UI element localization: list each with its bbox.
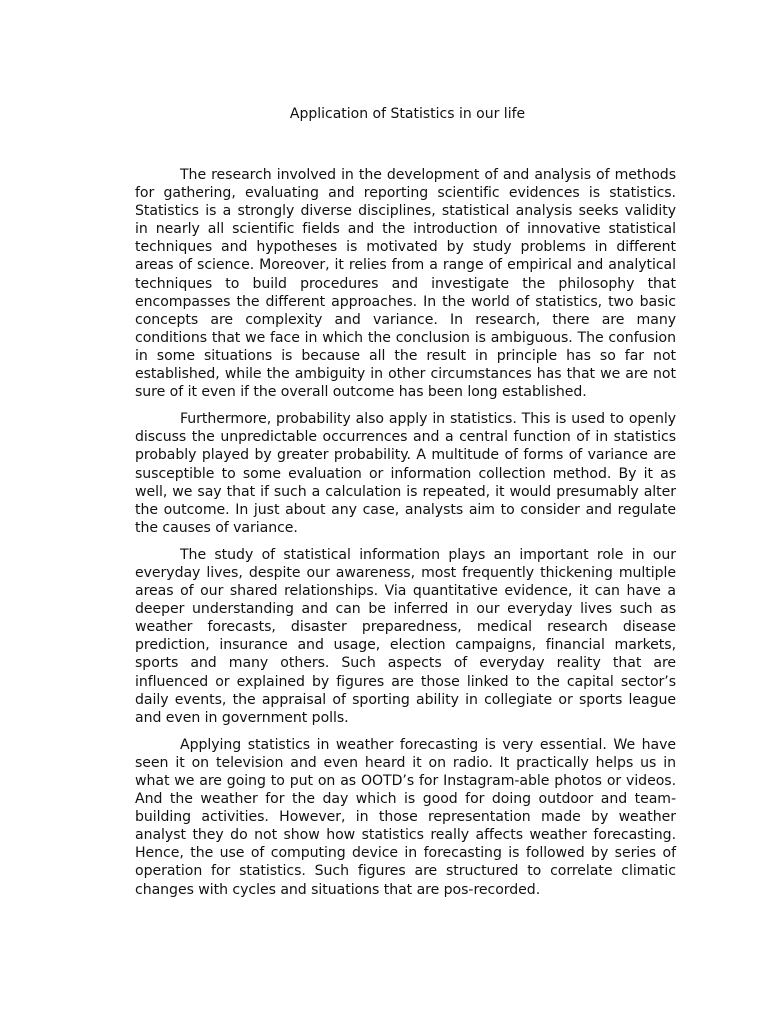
paragraph-probability: Furthermore, probability also apply in statistics. This is used to openly discuss the unpredictable occurrences and a central function of in statistics probably played by greater probability. A multitude of forms of variance are susceptible to some evaluation or information collection method. By it as well, we say that if such a calculation is repeated, it would presumably alter the outcome. In just about any case, analysts aim to consider and regulate the causes of variance. <box>135 411 676 536</box>
paragraph-everyday-lives: The study of statistical information plays an important role in our everyday lives, despite our awareness, most frequently thickening multiple areas of our shared relationships. Via quantitative evidence, it can have a deeper understanding and can be inferred in our everyday lives such as weather forecasts, disaster preparedness, medical research disease prediction, insurance and usage, election campaigns, financial markets, sports and many others. Such aspects of everyday reality that are influenced or explained by figures are those linked to the capital sector’s daily events, the appraisal of sporting ability in collegiate or sports league and even in government polls. <box>135 546 676 726</box>
paragraph-intro: The research involved in the development of and analysis of methods for gathering, evaluating and reporting scientific evidences is statistics. Statistics is a strongly diverse disciplines, statistical analysis seeks validity in nearly all scientific fields and the introduction of innovative statistical techniques and hypotheses is motivated by study problems in different areas of science. Moreover, it relies from a range of empirical and analytical techniques to build procedures and investigate the philosophy that encompasses the different approaches. In the world of statistics, two basic concepts are complexity and variance. In research, there are many conditions that we face in which the conclusion is ambiguous. The confusion in some situations is because all the result in principle has so far not established, while the ambiguity in other circumstances has that we are not sure of it even if the overall outcome has been long established. <box>135 167 676 401</box>
paragraph-weather-forecasting: Applying statistics in weather forecasting is very essential. We have seen it on television and even heard it on radio. It practically helps us in what we are going to put on as OOTD’s for Instagram-able photos or videos. And the weather for the day which is good for doing outdoor and team-building activities. However, in those representation made by weather analyst they do not show how statistics really affects weather forecasting. Hence, the use of computing device in forecasting is followed by series of operation for statistics. Such figures are structured to correlate climatic changes with cycles and situations that are pos-recorded. <box>135 736 676 898</box>
document-title: Application of Statistics in our life <box>289 106 526 122</box>
